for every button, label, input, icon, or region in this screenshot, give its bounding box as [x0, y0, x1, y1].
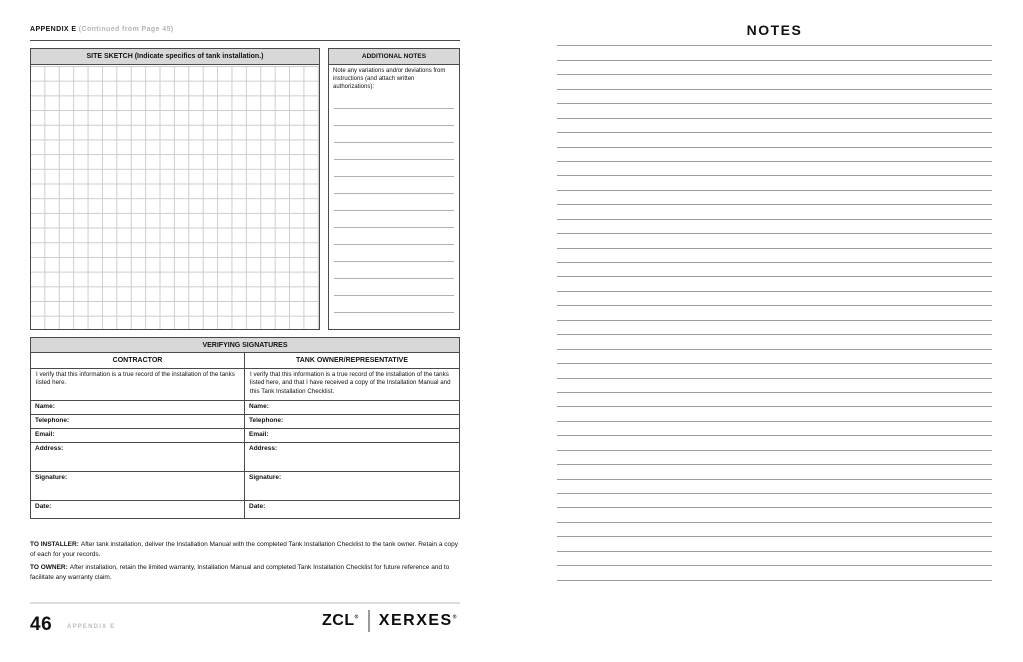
notes-line: [557, 537, 992, 551]
verifying-signatures-table: [30, 337, 460, 519]
an-line: [334, 177, 454, 194]
notes-line: [557, 364, 992, 378]
appendix-title: APPENDIX E: [30, 26, 77, 33]
signatures-title: VERIFYING SIGNATURES: [31, 338, 459, 353]
tank-owner-date-field: Date:: [249, 503, 266, 510]
tank-owner-name-field: Name:: [245, 401, 459, 415]
contractor-header: CONTRACTOR: [31, 353, 244, 369]
additional-notes-box: [328, 48, 460, 330]
an-line: [334, 245, 454, 262]
xerxes-wordmark: XERXES®: [378, 612, 458, 629]
owner-instruction: [30, 563, 464, 583]
installer-instruction-label: TO INSTALLER:: [30, 541, 79, 548]
zcl-xerxes-logo: [322, 610, 458, 632]
notes-line: [557, 321, 992, 335]
site-sketch-grid: [31, 66, 319, 329]
additional-notes-lines: [334, 92, 454, 313]
an-line: [334, 143, 454, 160]
notes-line: [557, 176, 992, 190]
notes-line: [557, 119, 992, 133]
an-line: [334, 262, 454, 279]
contractor-name-field: Name:: [31, 401, 244, 415]
notes-ruled-lines: [557, 32, 992, 581]
notes-line: [557, 191, 992, 205]
notes-line: [557, 75, 992, 89]
tank-owner-header: TANK OWNER/REPRESENTATIVE: [245, 353, 459, 369]
an-line: [334, 126, 454, 143]
notes-line: [557, 552, 992, 566]
notes-line: [557, 46, 992, 60]
notes-line: [557, 393, 992, 407]
contractor-telephone-field: Telephone:: [31, 415, 244, 429]
notes-line: [557, 90, 992, 104]
an-line: [334, 279, 454, 296]
notes-line: [557, 61, 992, 75]
contractor-signature-field: Signature:: [31, 472, 244, 501]
owner-instruction-label: TO OWNER:: [30, 564, 68, 572]
zcl-wordmark: ZCL®: [322, 612, 359, 629]
registered-mark: ®: [452, 614, 458, 621]
notes-line: [557, 465, 992, 479]
tank-owner-email-field: Email:: [245, 429, 459, 443]
installer-instruction-text: After tank installation, deliver the Installation Manual with the completed Tank Installation Checklist to the tank owner. Retain a copy of each for your records.: [30, 541, 458, 559]
bottom-instructions: [30, 540, 464, 586]
site-sketch-title: SITE SKETCH (Indicate specifics of tank installation.): [31, 49, 319, 65]
signature-columns: [31, 353, 459, 518]
notes-line: [557, 32, 992, 46]
additional-notes-title: ADDITIONAL NOTES: [329, 49, 459, 65]
installer-instruction: [30, 540, 464, 560]
notes-line: [557, 335, 992, 349]
tank-owner-signature-field: Signature:: [245, 472, 459, 501]
notes-line: [557, 133, 992, 147]
notes-line: [557, 379, 992, 393]
notes-line: [557, 277, 992, 291]
additional-notes-instruction: Note any variations and/or deviations from instructions (and attach written authorizations):: [333, 68, 446, 90]
an-line: [334, 228, 454, 245]
an-line: [334, 211, 454, 228]
tank-owner-statement: I verify that this information is a true record of the installation of the tanks listed here, and that I have received a copy of the Installation Manual and this Tank Installation Checklist.: [245, 369, 459, 401]
owner-instruction-text: After installation, retain the limited warranty, Installation Manual and completed Tank Installation Checklist for future reference and to facilitate any warranty claim.: [30, 564, 450, 582]
notes-line: [557, 234, 992, 248]
contractor-statement: I verify that this information is a true record of the installation of the tanks listed here.: [31, 369, 244, 401]
footer-section-label: APPENDIX E: [67, 624, 116, 630]
notes-line: [557, 205, 992, 219]
appendix-header: [30, 26, 174, 33]
notes-page-title: NOTES: [746, 22, 803, 38]
tank-owner-column: [245, 353, 459, 518]
notes-line: [557, 292, 992, 306]
notes-line: [557, 148, 992, 162]
notes-line: [557, 162, 992, 176]
an-line: [334, 296, 454, 313]
footer-rule: [30, 602, 460, 604]
an-line: [334, 109, 454, 126]
notes-line: [557, 220, 992, 234]
notes-line: [557, 104, 992, 118]
logo-divider: [368, 610, 370, 632]
contractor-address-field: Address:: [31, 443, 244, 472]
notes-line: [557, 422, 992, 436]
an-line: [334, 160, 454, 177]
page-number: 46: [30, 614, 53, 635]
site-sketch-box: [30, 48, 320, 330]
header-rule: [30, 40, 460, 41]
tank-owner-telephone-field: Telephone:: [245, 415, 459, 429]
an-line: [334, 92, 454, 109]
tank-owner-address-field: Address:: [245, 443, 459, 472]
notes-line: [557, 306, 992, 320]
contractor-date-field: Date:: [35, 503, 52, 510]
notes-line: [557, 436, 992, 450]
notes-line: [557, 451, 992, 465]
notes-line: [557, 494, 992, 508]
notes-line: [557, 407, 992, 421]
notes-line: [557, 350, 992, 364]
contractor-email-field: Email:: [31, 429, 244, 443]
appendix-subtitle: (Continued from Page 45): [78, 26, 174, 33]
notes-line: [557, 523, 992, 537]
notes-line: [557, 566, 992, 580]
notes-line: [557, 480, 992, 494]
contractor-column: [31, 353, 245, 518]
registered-mark: ®: [354, 614, 359, 621]
an-line: [334, 194, 454, 211]
notes-line: [557, 263, 992, 277]
notes-line: [557, 249, 992, 263]
notes-line: [557, 508, 992, 522]
